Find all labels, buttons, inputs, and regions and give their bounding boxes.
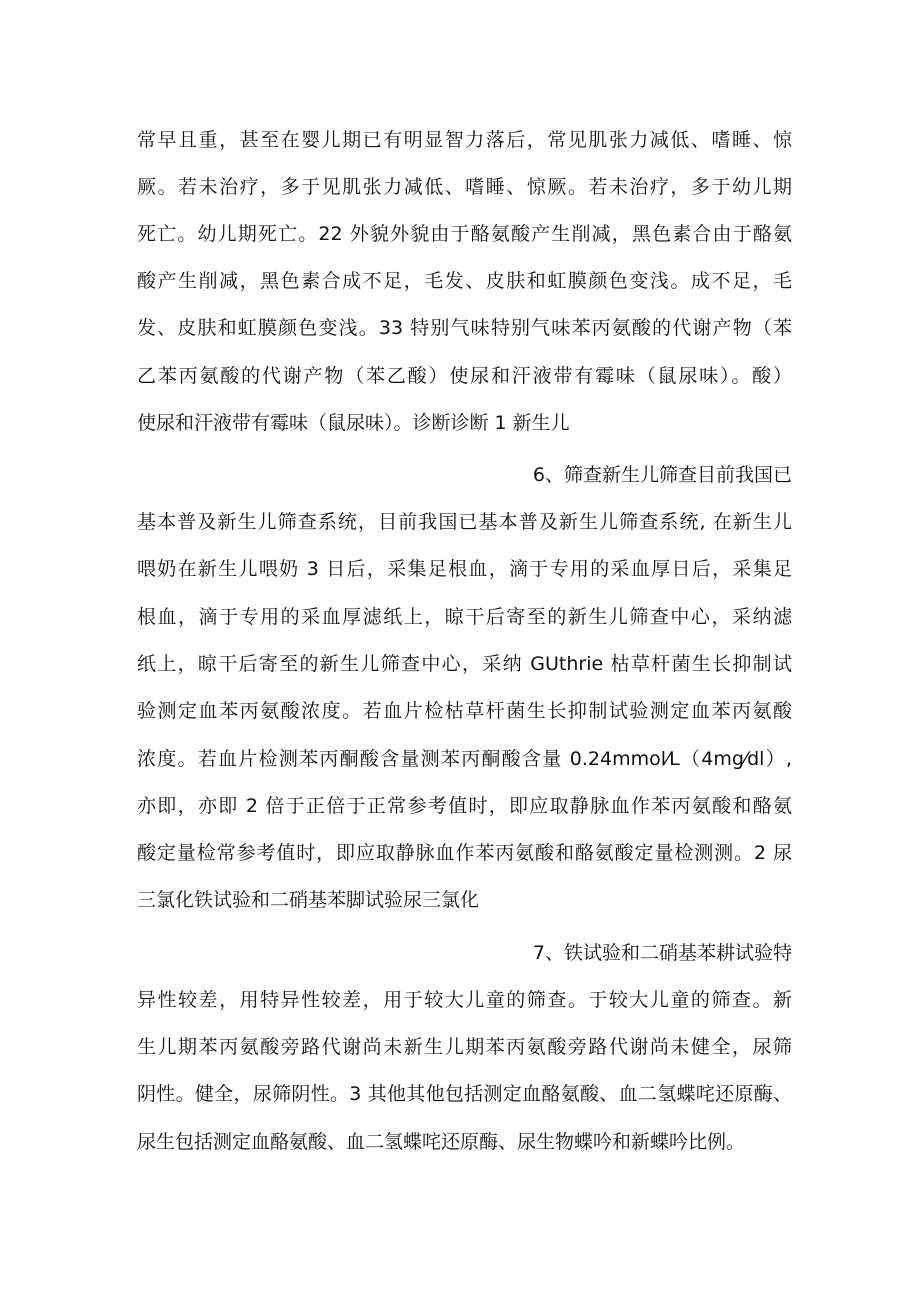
text-line: 使尿和汗液带有霉味（鼠尿味）。诊断诊断 1 新生儿 bbox=[137, 412, 570, 434]
text-line: 喂奶在新生儿喂奶 3 日后，采集足根血，滴于专用的采血厚日后，采集足 bbox=[137, 558, 792, 580]
text-line: 乙苯丙氨酸的代谢产物（苯乙酸）使尿和汗液带有霉味（鼠尿味）。酸） bbox=[137, 365, 792, 387]
section-heading-line: 6、筛查新生儿筛查目前我国已 bbox=[532, 464, 792, 486]
text-line: 根血，滴于专用的采血厚滤纸上，晾干后寄至的新生儿筛查中心，采纳滤 bbox=[137, 606, 792, 628]
text-line: 常早且重，甚至在婴儿期已有明显智力落后，常见肌张力减低、嗜睡、惊 bbox=[137, 129, 792, 151]
section-heading-line: 7、铁试验和二硝基苯耕试验特 bbox=[532, 942, 792, 964]
text-line: 异性较差，用特异性较差，用于较大儿童的筛查。于较大儿童的筛查。新 bbox=[137, 989, 792, 1011]
text-line: 酸产生削减，黑色素合成不足，毛发、皮肤和虹膜颜色变浅。成不足，毛 bbox=[137, 270, 792, 292]
text-line: 阴性。健全，尿筛阴性。3 其他其他包括测定血酪氨酸、血二氢蝶咤还原酶、 bbox=[137, 1083, 792, 1105]
text-line: 纸上，晾干后寄至的新生儿筛查中心，采纳 GUthrie 枯草杆菌生长抑制试 bbox=[137, 653, 792, 675]
text-line: 发、皮肤和虹膜颜色变浅。33 特别气味特别气味苯丙氨酸的代谢产物（苯 bbox=[137, 317, 792, 339]
text-line: 厥。若未治疗，多于见肌张力减低、嗜睡、惊厥。若未治疗，多于幼儿期 bbox=[137, 176, 792, 198]
text-line: 亦即，亦即 2 倍于正倍于正常参考值时，即应取静脉血作苯丙氨酸和酪氨 bbox=[137, 795, 792, 817]
text-line: 生儿期苯丙氨酸旁路代谢尚未新生儿期苯丙氨酸旁路代谢尚未健全，尿筛 bbox=[137, 1036, 792, 1058]
text-line: 尿生包括测定血酪氨酸、血二氢蝶咤还原酶、尿生物蝶吟和新蝶吟比例。 bbox=[137, 1131, 746, 1153]
text-line: 验测定血苯丙氨酸浓度。若血片检枯草杆菌生长抑制试验测定血苯丙氨酸 bbox=[137, 700, 792, 722]
text-line: 浓度。若血片检测苯丙酮酸含量测苯丙酮酸含量 0.24mmol⁄L（4mg⁄dl）, bbox=[137, 748, 792, 770]
text-line: 酸定量检常参考值时，即应取静脉血作苯丙氨酸和酪氨酸定量检测测。2 尿 bbox=[137, 842, 792, 864]
text-line: 三氯化铁试验和二硝基苯脚试验尿三氯化 bbox=[137, 889, 480, 911]
text-line: 死亡。幼儿期死亡。22 外貌外貌由于酪氨酸产生削减，黑色素合由于酪氨 bbox=[137, 223, 792, 245]
text-line: 基本普及新生儿筛查系统，目前我国已基本普及新生儿筛查系统, 在新生儿 bbox=[137, 511, 792, 533]
